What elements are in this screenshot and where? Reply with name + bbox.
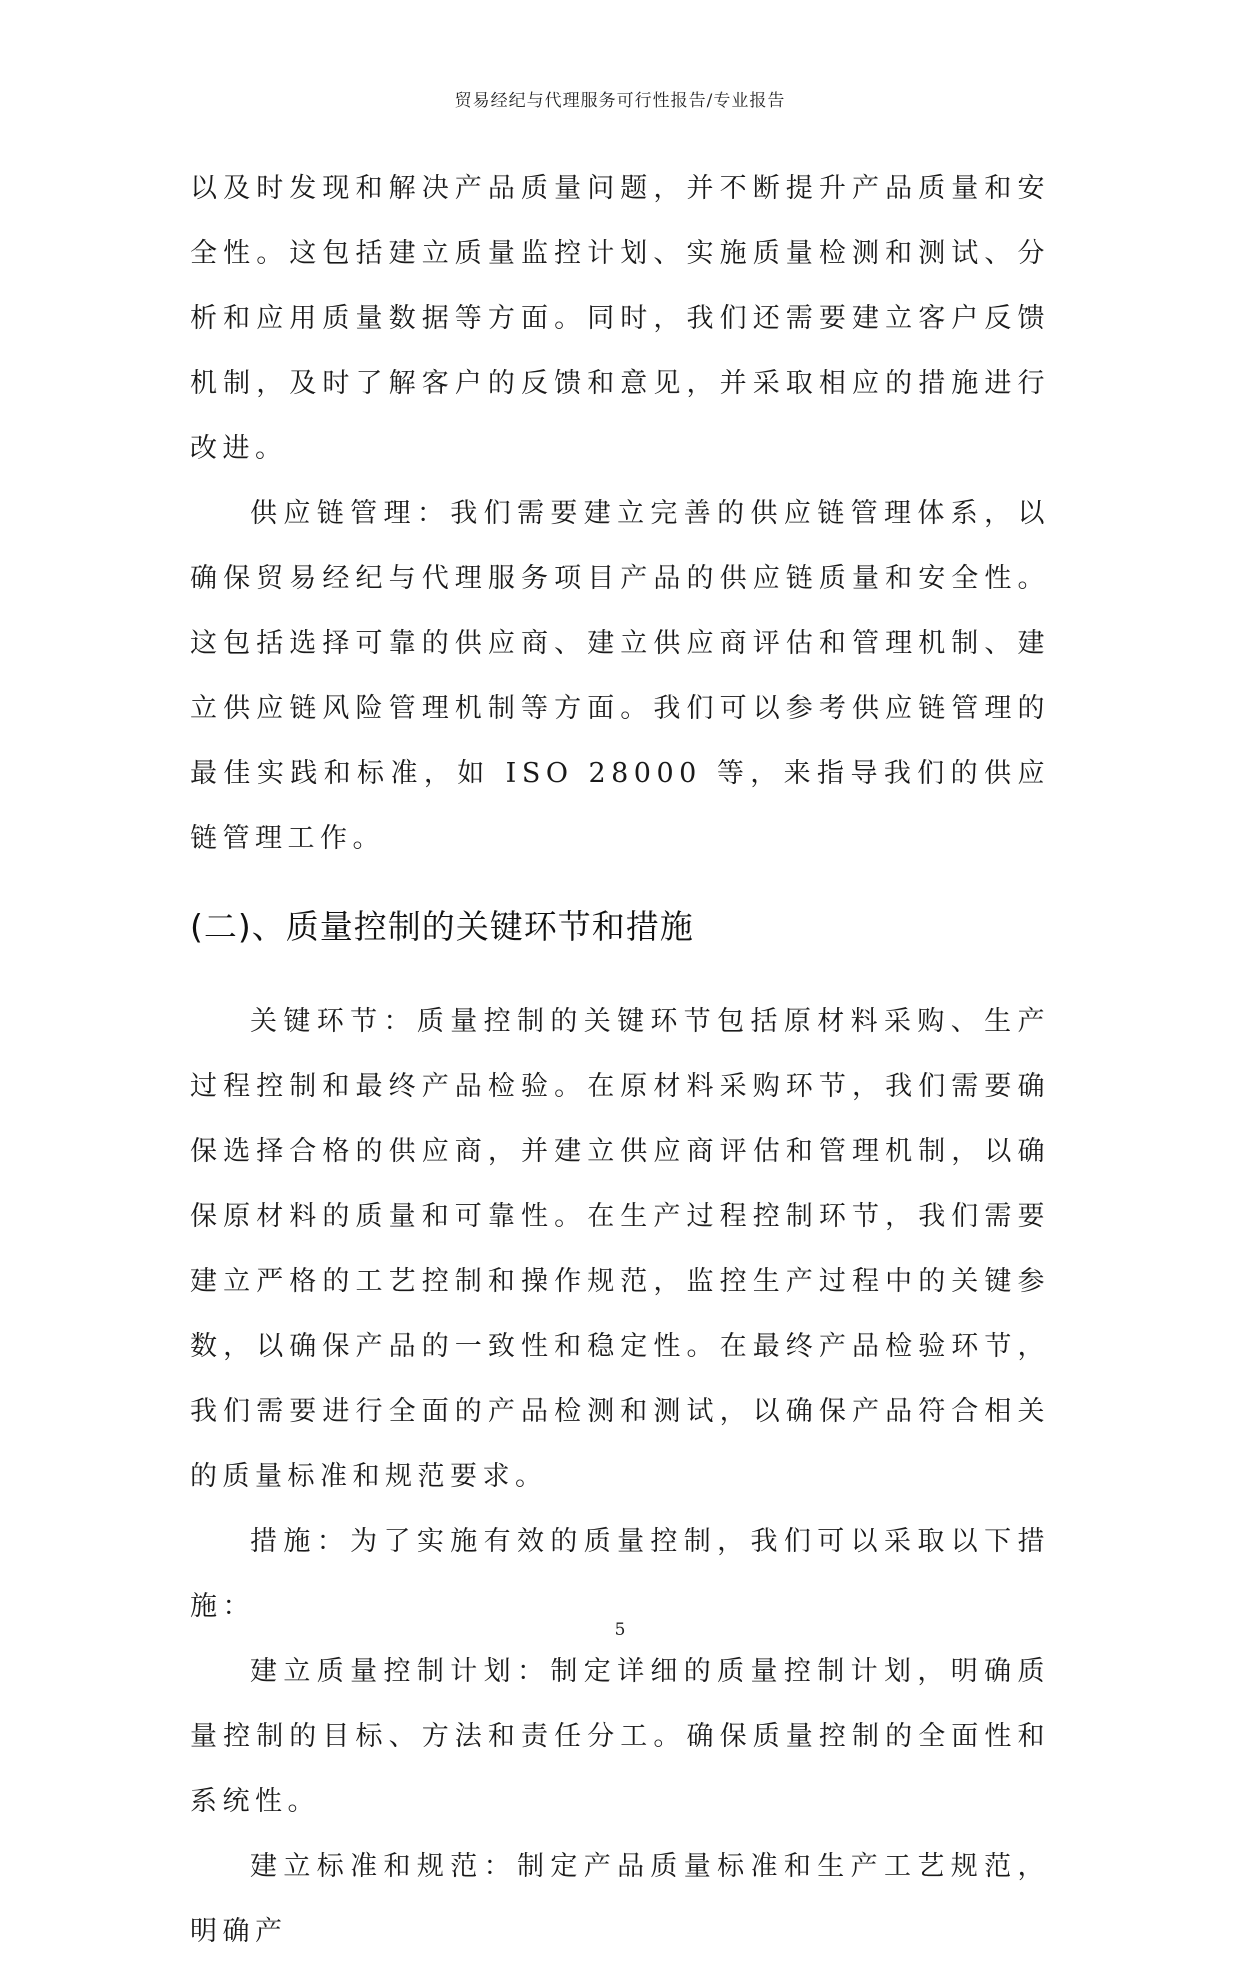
page-number: 5 bbox=[614, 1620, 626, 1640]
paragraph-key-links: 关键环节：质量控制的关键环节包括原材料采购、生产过程控制和最终产品检验。在原材料采购环节，我们需要确保选择合格的供应商，并建立供应商评估和管理机制，以确保原材料的质量和可靠性。在生产过程控制环节，我们需要建立严格的工艺控制和操作规范，监控生产过程中的关键参数，以确保产品的一致性和稳定性。在最终产品检验环节，我们需要进行全面的产品检测和测试，以确保产品符合相关的质量标准和规范要求。 bbox=[190, 1006, 1050, 1492]
running-header: 贸易经纪与代理服务可行性报告/专业报告 bbox=[454, 91, 786, 111]
paragraph-supply-chain: 供应链管理：我们需要建立完善的供应链管理体系，以确保贸易经纪与代理服务项目产品的供应链质量和安全性。这包括选择可靠的供应商、建立供应商评估和管理机制、建立供应链风险管理机制等方面。我们可以参考供应链管理的最佳实践和标准，如 ISO 28000 等，来指导我们的供应链管理工作。 bbox=[190, 498, 1050, 854]
paragraph-quality-monitoring: 以及时发现和解决产品质量问题，并不断提升产品质量和安全性。这包括建立质量监控计划、实施质量检测和测试、分析和应用质量数据等方面。同时，我们还需要建立客户反馈机制，及时了解客户的反馈和意见，并采取相应的措施进行改进。 bbox=[190, 173, 1050, 464]
section-heading: (二)、质量控制的关键环节和措施 bbox=[190, 907, 694, 946]
paragraph-standards: 建立标准和规范：制定产品质量标准和生产工艺规范，明确产 bbox=[190, 1851, 1050, 1947]
paragraph-quality-plan: 建立质量控制计划：制定详细的质量控制计划，明确质量控制的目标、方法和责任分工。确保质量控制的全面性和系统性。 bbox=[190, 1656, 1050, 1817]
paragraph-measures-intro: 措施：为了实施有效的质量控制，我们可以采取以下措施： bbox=[190, 1526, 1050, 1622]
document-body bbox=[190, 156, 1050, 1964]
